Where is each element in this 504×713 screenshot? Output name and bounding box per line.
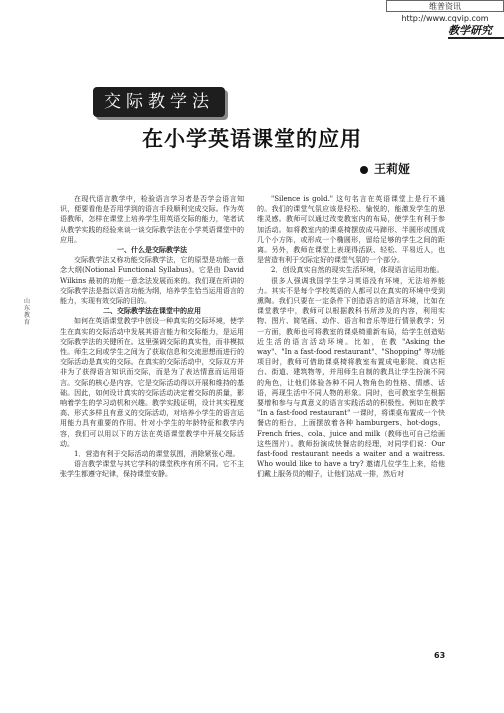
body-paragraph: 很多人强调我国学生学习英语没有环境，无法培养能力。其实不是每个学校英语的人都可以在真实的环境中受到熏陶。我们只要在一定条件下创造语言的语言环境，比如在课堂教学中，教师可以根据教科书所涉及的内容，利用实物、图片、简笔画、动作、语言和音乐等进行情景教学；另一方面，教师也可将教室的课桌椅重新布局，给学生创造贴近生活的语言活动环境。比如，在教 "Asking the way"、"In a fast-food restaurant"、"Shopping" 等功能项目时，教师可借助课桌椅将教室布置成电影院、商店柜台、街道、建筑物等，并用师生自制的教具让学生扮演不同的角色，让他们体验各种不同人物角色的性格、情感、话语，再现生活中不同人物的形象。同时，也可教室学生根据要增和参与与真意义的语言实践活动的积极性。例如在教学 "In a fast-food restaurant" 一课时，将课桌布置成一个快餐店的柜台，上面摆放着各种 hamburgers、hot-dogs、French fries、cola、juice and milk（教师也可自己绘画这些图片）。教师扮演成快餐店的经理，对同学们说：Our fast-food restaurant needs a waiter and a waitress. Who would like to have a try? 邀请几位学生上来，给他们戴上服务员的帽子，让他们站成一排，然后对 (257, 276, 445, 479)
section-banner: 交际教学法 (93, 87, 225, 117)
body-paragraph: 1．营造有利于交际活动的课堂氛围，消除紧张心理。 (74, 450, 240, 459)
article-title: 在小学英语课堂的应用 (142, 127, 362, 151)
page-number: 63 (434, 651, 446, 660)
left-column (60, 194, 244, 480)
journal-section-tag: 教学研究 (448, 24, 492, 37)
intro-paragraph: 在现代语言教学中，检验语言学习者是否学会语言知识，便要看他是否用学到的语言手段顺利完成交际。作为英语教师，怎样在课堂上培养学生用英语交际的能力，笔者试从教学实践的经验来谈一谈交际教学法在小学英语课堂中的应用。 (60, 195, 244, 244)
section-heading-1: 一、什么是交际教学法 (117, 246, 187, 255)
author-name: 王莉娅 (374, 162, 411, 176)
header-rule (448, 37, 504, 39)
numbered-subheading: 2．创设真实自然的现实生活环境，体现语言运用功能。 (271, 266, 444, 275)
body-paragraph: 如何在英语课堂教学中创设一种真实的交际环境，使学生在真实的交际活动中发展其语言能力和交际能力，是运用交际教学法的关键所在。这里强调交际的真实性，而非模拟性。师生之间或学生之间为了获取信息和交流思想而进行的交际活动是真实的交际。在真实的交际活动中，交际双方并非为了获得语言知识而交际，而是为了表达情意而运用语言。交际的核心是内容，它是交际活动得以开展和维持的基础。因此，如何设计真实的交际活动决定着交际的质量，影响着学生的学习动机和兴趣。教学实践证明，设计其实程度高、形式多样且有意义的交际活动，对培养小学生的语言运用能力具有重要的作用。针对小学生的年龄特征和教学内容，我们可以用以下的方法在英语课堂教学中开展交际活动。 (60, 317, 244, 448)
body-paragraph: 语言教学课堂与其它学科的课堂秩序有所不同。它不主张学生都遵守纪律，保持课堂安静。 (60, 460, 244, 479)
bullet-dot-icon (360, 166, 368, 174)
body-paragraph: 交际教学法又称功能交际教学法，它的原型是功能一意念大纲(Notional Functional Syllabus)。它是由 David Wilkins 最初的功能一意念法发展而来的。我们现在所讲的交际教学法是指以语言功能为纲，培养学生恰当运用语言的能力，实现有效交际的目的。 (60, 256, 244, 306)
body-paragraph: "Silence is gold." 这句名言在英语课堂上是行不通的。我们的课堂气氛应该是轻松、愉悦的，能激发学生的思维灵感。教师可以通过改变教室内的布局，使学生有利于参加活动。如将教室内的课桌椅摆放成马蹄形、半圆形或围成几个小方阵，或形成一个椭圆形，留给足够的学生之间的距离。另外，教师在课堂上表现得活跃、轻松、平易近人，也是营造有利于交际定好的课堂气氛的一个部分。 (257, 195, 445, 265)
watermark-banner: 维普资讯 http://www.cqvip.com (386, 0, 504, 12)
section-heading-2: 二、交际教学法在课堂中的应用 (103, 307, 201, 316)
author-line (360, 160, 480, 177)
side-note: 山东教育 (24, 298, 31, 326)
right-column (257, 194, 445, 480)
